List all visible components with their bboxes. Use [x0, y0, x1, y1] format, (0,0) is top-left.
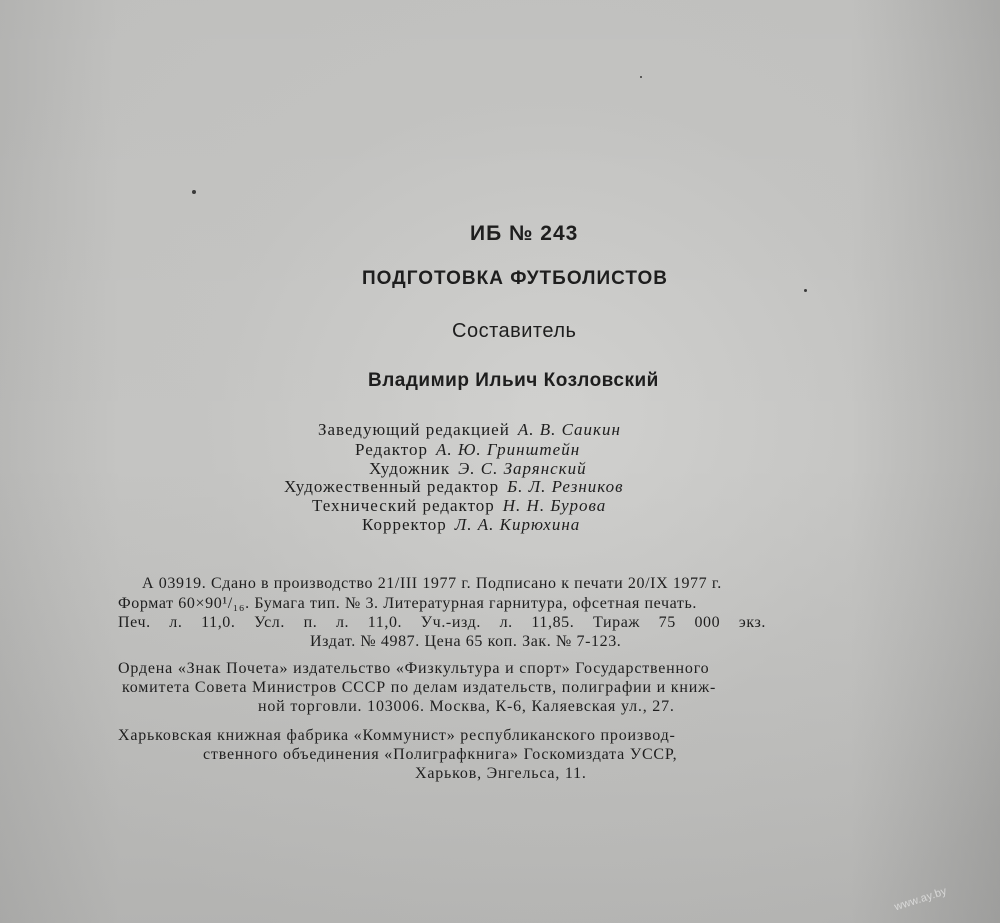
credit-role: Корректор: [362, 515, 447, 534]
credit-person: Э. С. Зарянский: [458, 459, 587, 478]
ink-speck: [804, 289, 807, 292]
credit-line: [355, 440, 580, 460]
credit-person: Л. А. Кирюхина: [454, 515, 581, 534]
printer-line: ственного объединения «Полиграфкнига» Госкомиздата УССР,: [203, 746, 678, 763]
imprint-line: А 03919. Сдано в производство 21/III 1977 г. Подписано к печати 20/IX 1977 г.: [142, 575, 722, 592]
printer-line: Харьковская книжная фабрика «Коммунист» республиканского производ-: [118, 727, 676, 744]
credit-role: Редактор: [355, 440, 428, 459]
publisher-line: ной торговли. 103006. Москва, К-6, Каляевская ул., 27.: [258, 698, 675, 715]
imprint-line: Формат 60×90¹/₁₆. Бумага тип. № 3. Литературная гарнитура, офсетная печать.: [118, 595, 697, 612]
ink-speck: [640, 76, 642, 78]
ink-speck: [192, 190, 196, 194]
printer-line: Харьков, Энгельса, 11.: [415, 765, 587, 782]
watermark: www.ay.by: [893, 885, 949, 914]
compiler-name: Владимир Ильич Козловский: [368, 370, 659, 391]
credit-line: [284, 477, 624, 497]
imprint-line: Издат. № 4987. Цена 65 коп. Зак. № 7-123.: [310, 633, 622, 650]
compiler-label: Составитель: [452, 320, 577, 342]
publisher-line: Ордена «Знак Почета» издательство «Физкультура и спорт» Государственного: [118, 660, 710, 677]
credit-role: Технический редактор: [312, 496, 495, 515]
credit-line: [318, 420, 621, 440]
credit-person: А. В. Саикин: [517, 420, 621, 439]
credit-role: Художник: [369, 459, 451, 478]
credit-role: Художественный редактор: [284, 477, 500, 496]
credit-role: Заведующий редакцией: [318, 420, 510, 439]
credit-person: Н. Н. Бурова: [502, 496, 607, 515]
credit-line: [362, 515, 580, 535]
publisher-line: комитета Совета Министров СССР по делам издательств, полиграфии и книж-: [122, 679, 717, 696]
imprint-line: Печ. л. 11,0. Усл. п. л. 11,0. Уч.-изд. л. 11,85. Тираж 75 000 экз.: [118, 614, 767, 631]
credit-person: А. Ю. Гринштейн: [436, 440, 581, 459]
ib-number: ИБ № 243: [470, 222, 579, 245]
credit-line: [369, 459, 587, 479]
credit-line: [312, 496, 606, 516]
book-title: ПОДГОТОВКА ФУТБОЛИСТОВ: [362, 268, 668, 289]
credit-person: Б. Л. Резников: [507, 477, 624, 496]
